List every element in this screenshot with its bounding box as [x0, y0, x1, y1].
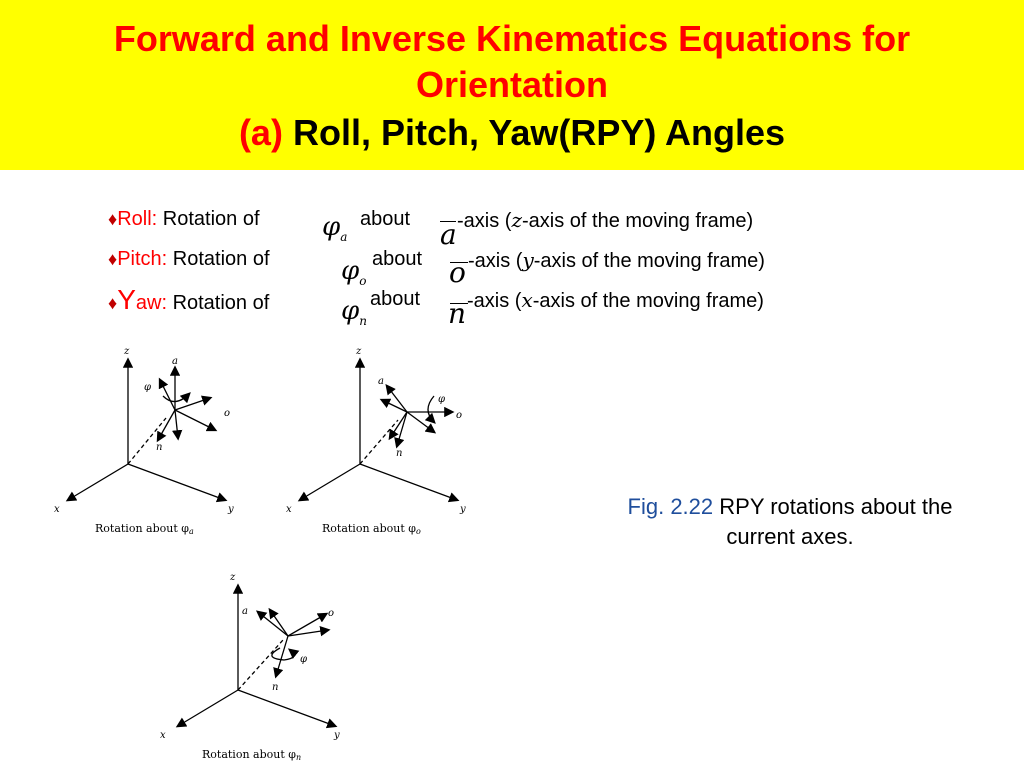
bullet-about: about: [360, 208, 411, 230]
figure-caption: [580, 492, 1000, 552]
axis-label-n: n: [396, 448, 403, 459]
bullet-label-big: Y: [117, 284, 136, 315]
axis-label-x: x: [160, 730, 166, 741]
bullet-axis-text: -axis (y-axis of the moving frame): [468, 248, 765, 272]
title-banner: [0, 0, 1024, 170]
diamond-icon: ♦: [108, 293, 118, 313]
axis-label-a: a: [378, 376, 384, 387]
axis-label-z: z: [230, 572, 236, 583]
bullet-text: Rotation of: [172, 248, 270, 270]
title-subtitle: Roll, Pitch, Yaw(RPY) Angles: [292, 112, 786, 153]
axis-label-o: o: [224, 408, 231, 419]
diamond-icon: ♦: [108, 249, 118, 269]
phi-label: φ: [438, 394, 446, 405]
title-line-2: Orientation: [415, 64, 608, 105]
bullet-about: about: [370, 288, 421, 310]
bullet-about: about: [372, 248, 423, 270]
bullet-text: Rotation of: [172, 292, 270, 314]
vector-symbol: a: [440, 218, 457, 251]
axis-label-z: z: [124, 346, 130, 357]
axis-label-y: y: [228, 504, 234, 515]
phi-label: φ: [300, 654, 308, 665]
bullet-label: Pitch:: [117, 248, 168, 270]
phi-label: φ: [144, 382, 152, 393]
rpy-diagram-pitch: [272, 340, 522, 540]
bullet-pitch: [108, 248, 270, 271]
bullet-label: aw:: [135, 292, 167, 314]
rpy-diagram-yaw: [150, 566, 400, 766]
title-prefix: (a): [238, 112, 283, 153]
phi-symbol: $\varphi_a$: [322, 212, 348, 245]
axis-label-y: y: [334, 730, 340, 741]
axis-label-a: a: [172, 356, 178, 367]
axis-label-o: o: [456, 410, 463, 421]
bullet-label: Roll:: [117, 208, 158, 230]
axis-label-o: o: [328, 608, 335, 619]
diamond-icon: ♦: [108, 209, 118, 229]
phi-symbol: $\varphi_n$: [341, 296, 367, 329]
title-line-1: Forward and Inverse Kinematics Equations for: [113, 18, 911, 59]
axis-label-x: x: [54, 504, 60, 515]
axis-label-y: y: [460, 504, 466, 515]
bullet-text: Rotation of: [162, 208, 260, 230]
diagram-caption: Rotation about φa: [95, 522, 194, 536]
bullet-axis-text: -axis (x-axis of the moving frame): [467, 288, 764, 312]
figure-number: Fig. 2.22: [627, 494, 714, 519]
axis-label-x: x: [286, 504, 292, 515]
axis-label-n: n: [156, 442, 163, 453]
vector-symbol: n: [448, 297, 467, 330]
figure-caption-text-2: current axes.: [726, 524, 854, 549]
axis-label-a: a: [242, 606, 248, 617]
bullet-axis-text: -axis (z-axis of the moving frame): [457, 208, 754, 232]
axis-label-z: z: [356, 346, 362, 357]
figure-caption-text-1: RPY rotations about the: [719, 494, 953, 519]
axis-label-n: n: [272, 682, 279, 693]
rpy-diagram-roll: [40, 340, 290, 540]
vector-symbol: o: [449, 256, 466, 289]
diagram-caption: Rotation about φn: [202, 748, 302, 762]
phi-symbol: $\varphi_o$: [341, 256, 367, 289]
title-line-3: [0, 112, 1024, 154]
bullet-yaw: [108, 284, 269, 316]
diagram-caption: Rotation about φo: [322, 522, 421, 536]
bullet-roll: [108, 208, 260, 231]
